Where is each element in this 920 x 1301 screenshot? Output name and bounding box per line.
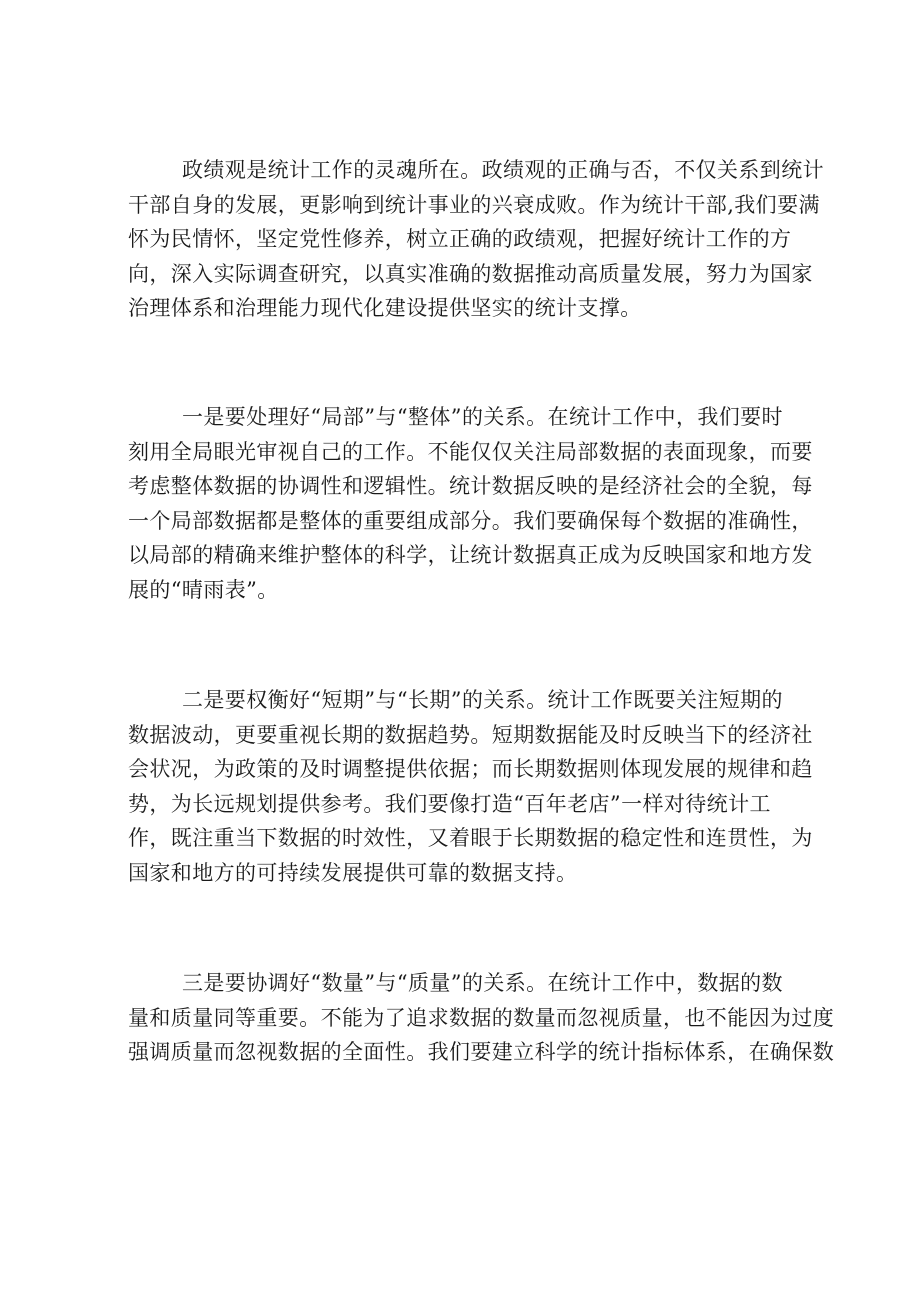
text-line: 作，既注重当下数据的时效性，又着眼于长期数据的稳定性和连贯性，为	[128, 826, 813, 850]
text-line: 国家和地方的可持续发展提供可靠的数据支持。	[128, 860, 578, 885]
text-line: 会状况，为政策的及时调整提供依据；而长期数据则体现发展的规律和趋	[128, 757, 813, 781]
text-line: 一个局部数据都是整体的重要组成部分。我们要确保每个数据的准确性，	[128, 508, 813, 533]
text-line: 展的“晴雨表”。	[128, 577, 279, 602]
text-line: 干部自身的发展，更影响到统计事业的兴衰成败。作为统计干部,我们要满	[128, 192, 820, 217]
text-line: 量和质量同等重要。不能为了追求数据的数量而忽视质量，也不能因为过度	[128, 1005, 835, 1030]
text-line: 数据波动，更要重视长期的数据趋势。短期数据能及时反映当下的经济社	[128, 722, 813, 747]
text-line: 强调质量而忽视数据的全面性。我们要建立科学的统计指标体系，在确保数	[128, 1040, 835, 1064]
text-line: 以局部的精确来维护整体的科学，让统计数据真正成为反映国家和地方发	[128, 543, 813, 567]
text-line: 二是要权衡好“短期”与“长期”的关系。统计工作既要关注短期的	[182, 688, 783, 712]
text-line: 刻用全局眼光审视自己的工作。不能仅仅关注局部数据的表面现象，而要	[128, 439, 813, 464]
paragraph-intro	[128, 153, 824, 326]
paragraph-quantity-vs-quality	[128, 966, 835, 1070]
text-line: 势，为长远规划提供参考。我们要像打造“百年老店”一样对待统计工	[128, 791, 771, 816]
text-line: 向，深入实际调查研究，以真实准确的数据推动高质量发展，努力为国家	[128, 261, 813, 286]
text-line: 考虑整体数据的协调性和逻辑性。统计数据反映的是经济社会的全貌，每	[128, 474, 813, 498]
text-line: 一是要处理好“局部”与“整体”的关系。在统计工作中，我们要时	[182, 405, 783, 429]
text-line: 政绩观是统计工作的灵魂所在。政绩观的正确与否，不仅关系到统计	[182, 158, 824, 182]
text-line: 三是要协调好“数量”与“质量”的关系。在统计工作中，数据的数	[182, 971, 783, 995]
text-line: 怀为民情怀，坚定党性修养，树立正确的政绩观，把握好统计工作的方	[128, 227, 792, 251]
text-line: 治理体系和治理能力现代化建设提供坚实的统计支撑。	[128, 296, 642, 320]
paragraph-short-vs-long	[128, 683, 813, 890]
paragraph-local-vs-whole	[128, 400, 813, 607]
